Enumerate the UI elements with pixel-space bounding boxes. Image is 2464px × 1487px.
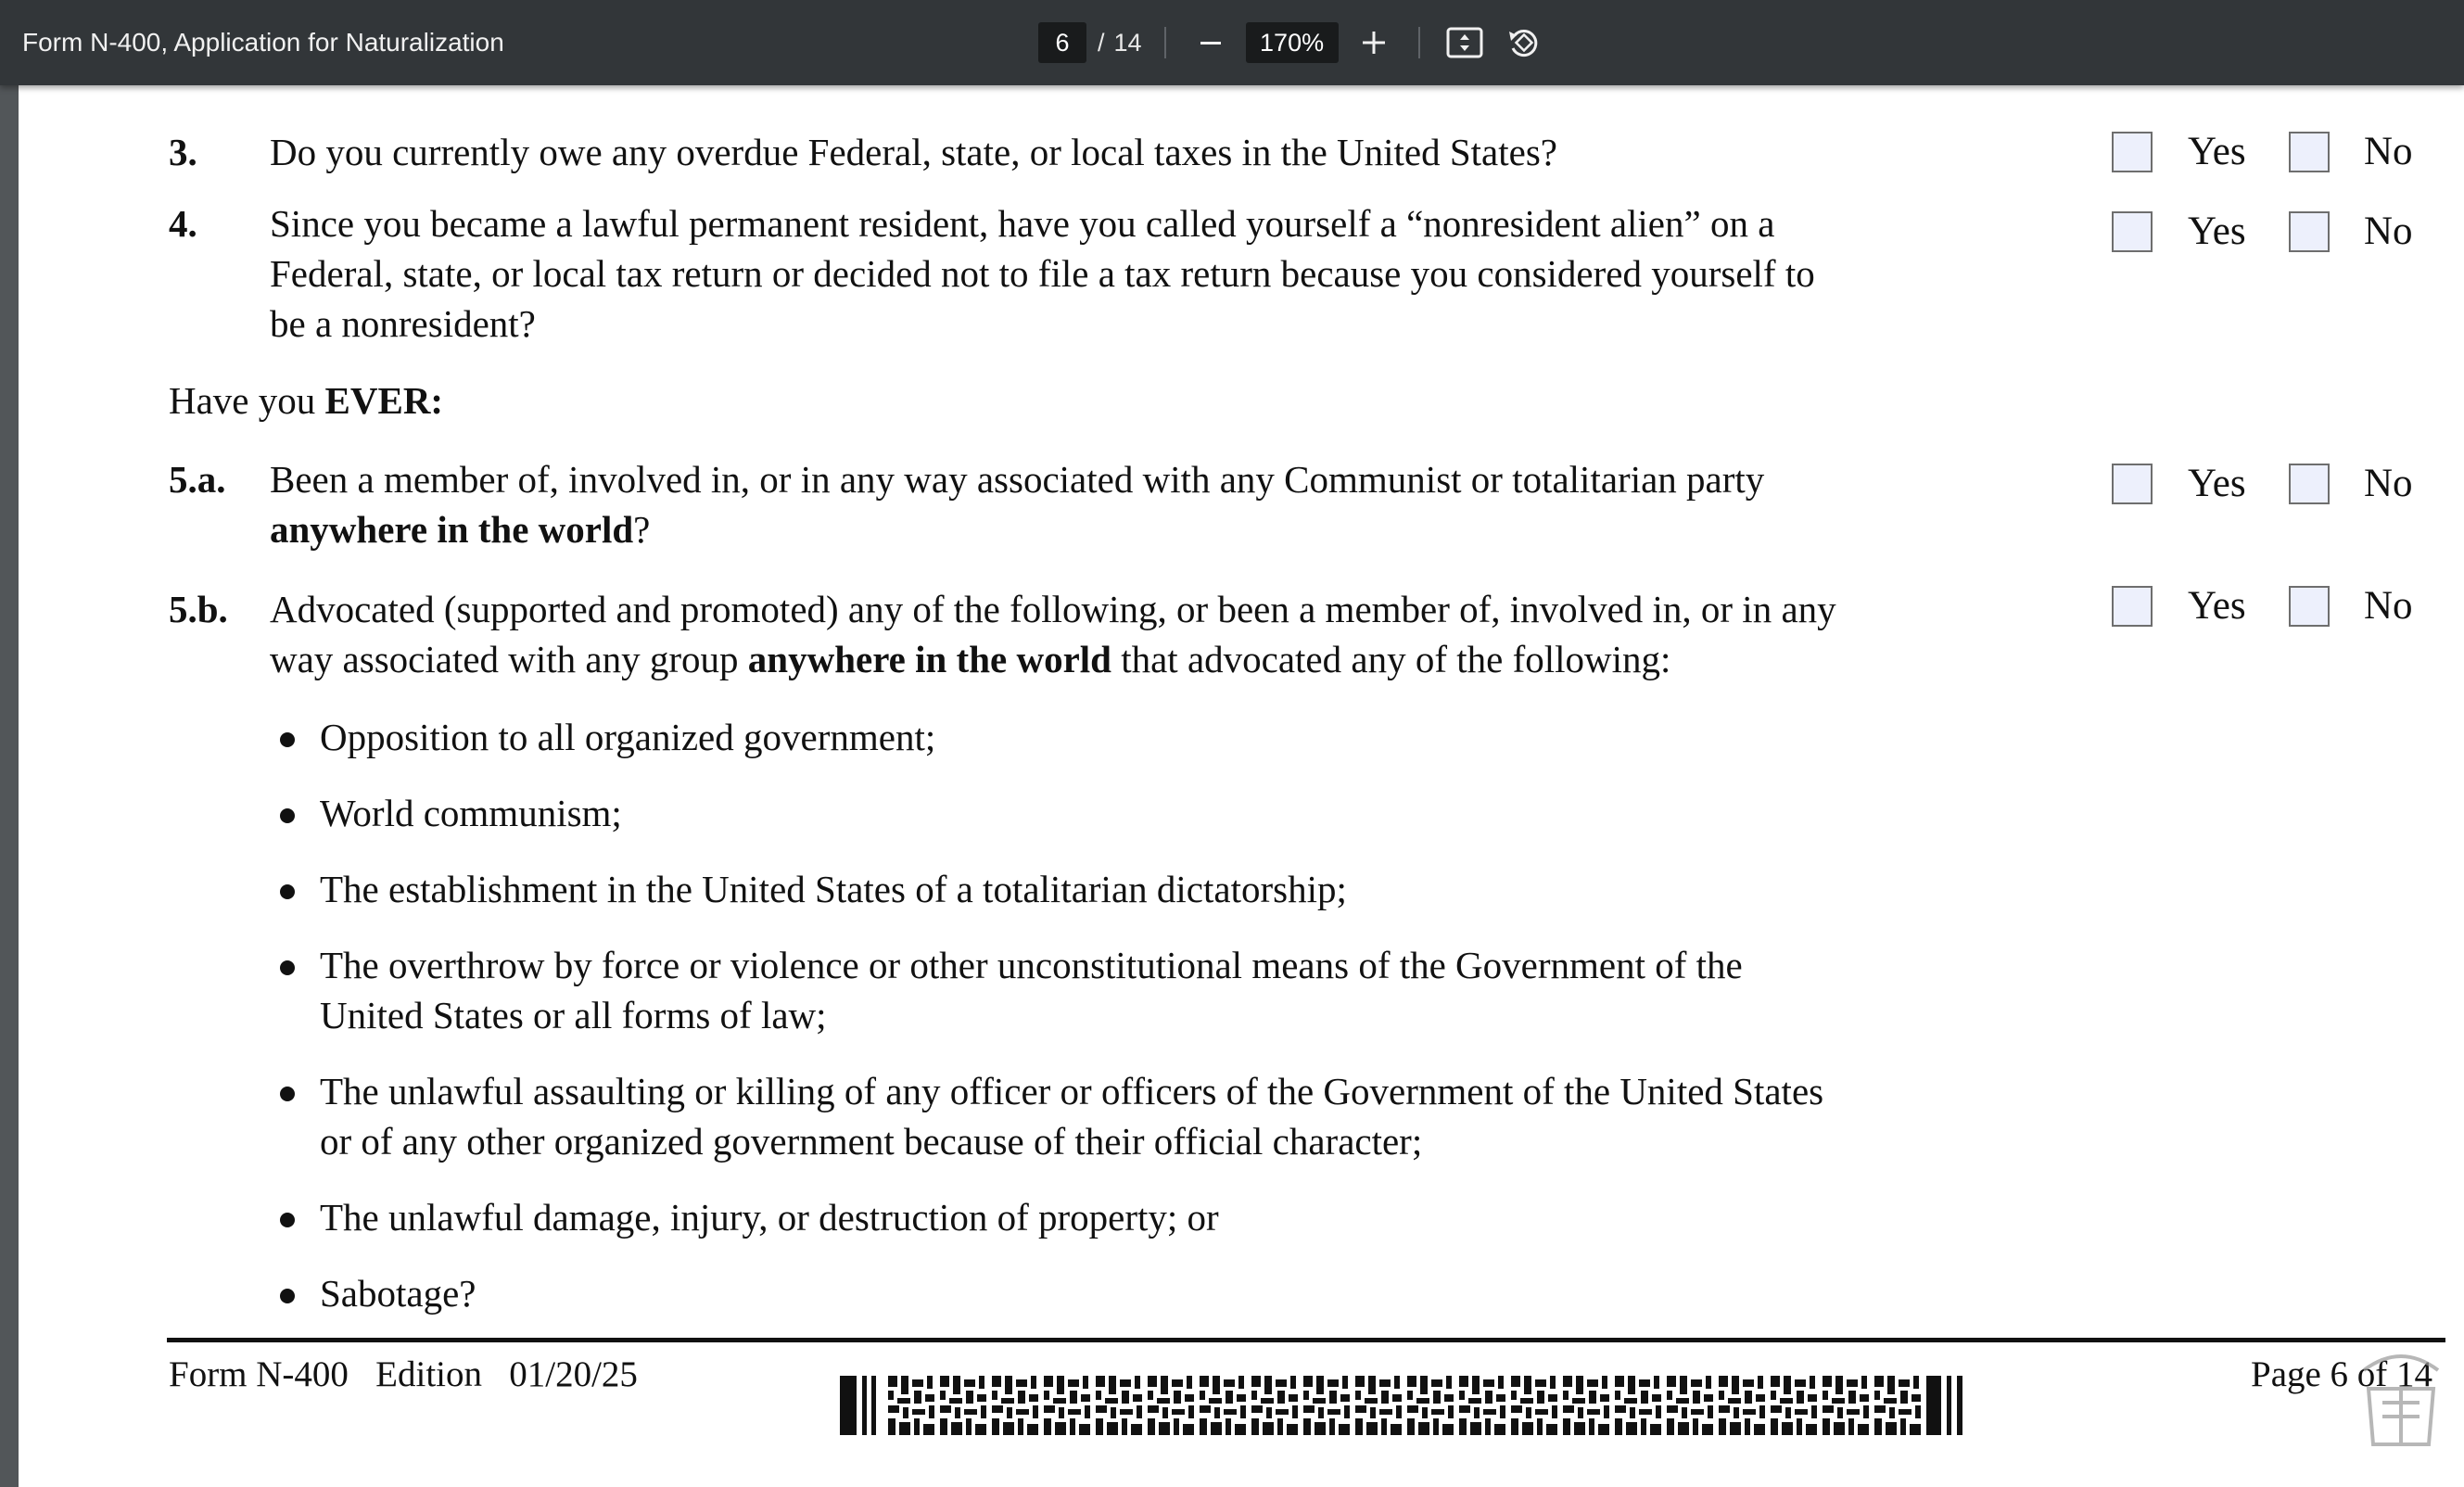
bullet-item-3: The establishment in the United States of a totalitarian dictatorship; [320, 868, 1347, 910]
bullet-icon [280, 960, 295, 975]
question-5a-no-checkbox[interactable] [2289, 464, 2330, 504]
question-5a-yes-checkbox[interactable] [2112, 464, 2153, 504]
question-5b-yes-label: Yes [2188, 584, 2246, 628]
question-4-number: 4. [169, 202, 197, 245]
question-5b-yes-checkbox[interactable] [2112, 586, 2153, 627]
bullet-item-4-line-2: United States or all forms of law; [320, 994, 827, 1036]
question-3-no-checkbox[interactable] [2289, 132, 2330, 172]
question-4-yes-checkbox[interactable] [2112, 211, 2153, 252]
question-5a-line-2 [270, 504, 650, 554]
question-5a-end: ? [633, 508, 651, 551]
question-3-number: 3. [169, 131, 197, 173]
bullet-item-6: The unlawful damage, injury, or destruction of property; or [320, 1196, 1219, 1239]
watermark-icon [2345, 1342, 2457, 1463]
bullet-icon [280, 884, 295, 899]
pdf-page [19, 85, 2464, 1487]
question-3-yes-label: Yes [2188, 130, 2246, 173]
bullet-item-2: World communism; [320, 792, 622, 834]
question-3-no-label: No [2364, 130, 2413, 173]
question-4-no-checkbox[interactable] [2289, 211, 2330, 252]
total-pages: 14 [1113, 28, 1142, 57]
bullet-icon [280, 1213, 295, 1227]
bullet-icon [280, 732, 295, 747]
zoom-in-button[interactable] [1352, 20, 1396, 65]
question-5b-no-label: No [2364, 584, 2413, 628]
question-4-line-3: be a nonresident? [270, 302, 536, 345]
question-5a-number: 5.a. [169, 458, 226, 501]
question-5b-start: way associated with any group [270, 638, 748, 680]
question-5a-yes-label: Yes [2188, 462, 2246, 505]
barcode-icon [840, 1376, 1965, 1435]
question-5b-no-checkbox[interactable] [2289, 586, 2330, 627]
question-5b-number: 5.b. [169, 588, 228, 630]
bullet-item-5-line-1: The unlawful assaulting or killing of any officer or officers of the Government of the United States [320, 1070, 1824, 1112]
question-5b-end: that advocated any of the following: [1111, 638, 1671, 680]
rotate-icon [1505, 24, 1543, 61]
bullet-item-4-line-1: The overthrow by force or violence or other unconstitutional means of the Government of the [320, 944, 1743, 986]
question-3-yes-checkbox[interactable] [2112, 132, 2153, 172]
pdf-toolbar [0, 0, 2464, 85]
rotate-button[interactable] [1502, 20, 1546, 65]
plus-icon [1361, 30, 1387, 56]
footer-rule [167, 1338, 2445, 1342]
question-3-text: Do you currently owe any overdue Federal, state, or local taxes in the United States? [270, 131, 1557, 173]
question-4-no-label: No [2364, 210, 2413, 253]
question-4-line-1: Since you became a lawful permanent resident, have you called yourself a “nonresident alien” on a [270, 202, 1775, 245]
fit-to-page-button[interactable] [1442, 20, 1487, 65]
bullet-item-1: Opposition to all organized government; [320, 716, 936, 758]
question-4-yes-label: Yes [2188, 210, 2246, 253]
question-5b-bold: anywhere in the world [747, 638, 1111, 680]
question-5b-line-1: Advocated (supported and promoted) any of the following, or been a member of, involved in, or in any [270, 588, 1836, 630]
bullet-item-5-line-2: or of any other organized government because of their official character; [320, 1120, 1423, 1163]
zoom-out-button[interactable] [1188, 20, 1233, 65]
toolbar-divider-2 [1418, 27, 1420, 58]
ever-bold: EVER: [324, 379, 444, 422]
question-5a-bold: anywhere in the world [270, 508, 634, 551]
page-separator: / [1098, 28, 1105, 57]
question-4-line-2: Federal, state, or local tax return or decided not to file a tax return because you considered yourself to [270, 252, 1815, 295]
fit-page-icon [1446, 27, 1483, 58]
document-title: Form N-400, Application for Naturalization [22, 28, 504, 57]
bullet-icon [280, 808, 295, 823]
bullet-icon [280, 1289, 295, 1303]
question-5a-line-1: Been a member of, involved in, or in any way associated with any Communist or totalitarian party [270, 458, 1765, 501]
bullet-icon [280, 1087, 295, 1101]
section-heading-ever [169, 378, 443, 423]
question-5b-line-2 [270, 634, 1670, 684]
ever-prefix: Have you [169, 379, 325, 422]
page-zoom-controls [1038, 20, 1546, 65]
bullet-item-7: Sabotage? [320, 1272, 476, 1315]
minus-icon [1199, 31, 1223, 55]
footer-page-number: Page 6 of 14 [2251, 1354, 2433, 1394]
footer-form-edition: Form N-400 Edition 01/20/25 [169, 1354, 638, 1394]
zoom-level-input[interactable]: 170% [1246, 22, 1339, 63]
toolbar-divider [1164, 27, 1166, 58]
question-5a-no-label: No [2364, 462, 2413, 505]
current-page-input[interactable]: 6 [1038, 22, 1086, 63]
